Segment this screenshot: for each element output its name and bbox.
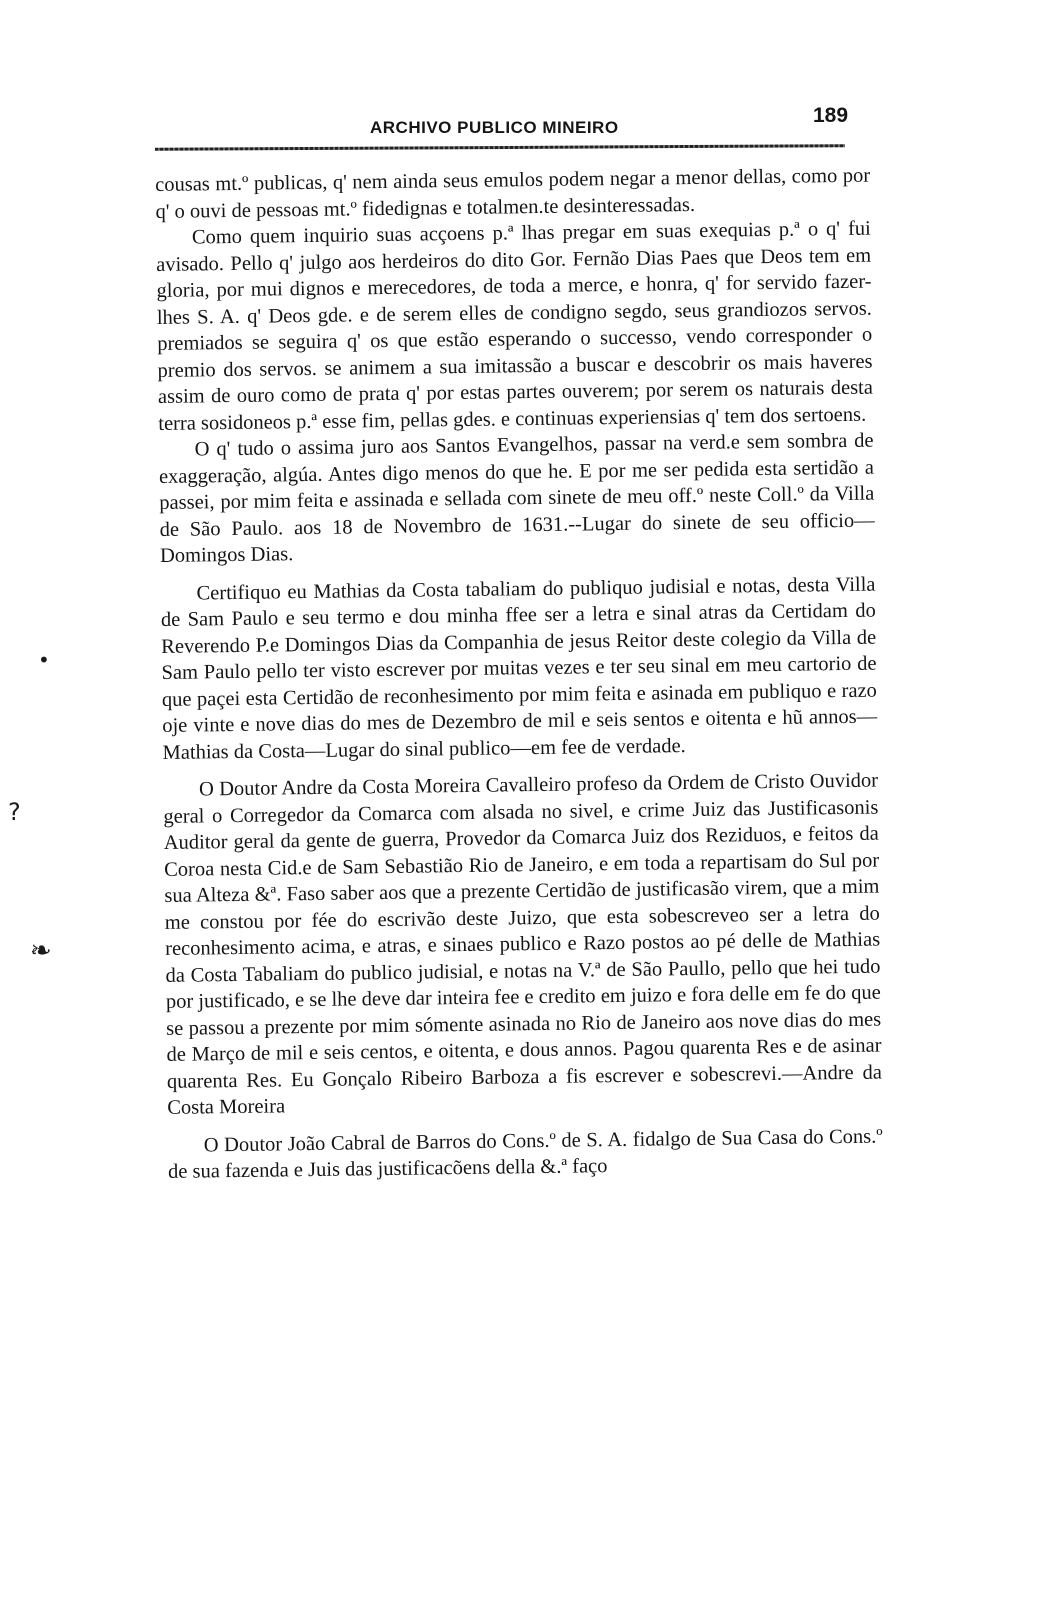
- margin-bullet-icon: •: [38, 648, 50, 672]
- page-header: [155, 100, 855, 150]
- body-text: [155, 163, 883, 1186]
- paragraph-1: cousas mt.º publicas, q' nem ainda seus emulos podem negar a menor dellas, como por q' o ouvi de pessoas mt.º fidedignas e totalmen.te desinteressadas.: [155, 164, 871, 223]
- running-head: ARCHIVO PUBLICO MINEIRO: [370, 118, 619, 137]
- paragraph-6: O Doutor João Cabral de Barros do Cons.º de S. A. fidalgo de Sua Casa do Cons.º de sua fazenda e Juis das justificacõens della &.ª faço: [167, 1125, 883, 1183]
- margin-symbol-icon: ?: [8, 798, 21, 826]
- paragraph-4: Certifiquo eu Mathias da Costa tabaliam do publiquo judisial e notas, desta Villa de Sam Paulo e seu termo e dou minha ffee ser a letra e sinal atras da Certidam do Reverendo P.e Domingos Dias da Companhia de jesus Reitor deste colegio da Villa de Sam Paulo pello ter visto escrever por muitas vezes e ter seu sinal em meu cartorio de que paçei esta Certidão de reconhesimento por mim feita e asinada em publiquo e razo oje vinte e nove dias do mes de Dezembro de mil e seis sentos e oitenta e hũ annos—Mathias da Costa—Lugar do sinal publico—em fee de verdade.: [160, 573, 878, 764]
- margin-ornament-icon: ❧: [30, 936, 52, 966]
- header-rule: [155, 144, 845, 151]
- paragraph-3: O q' tudo o assima juro aos Santos Evangelhos, passar na verd.e sem sombra de exaggeração, algúa. Antes digo menos do que he. E por me ser pedida esta sertidão a passei, por mim feita e assinada e sellada com sinete de meu off.º neste Coll.º da Villa de São Paulo. aos 18 de Novembro de 1631.--Lugar do sinete de seu officio—Domingos Dias.: [158, 429, 875, 567]
- page-number: 189: [813, 104, 849, 127]
- paragraph-5: O Doutor Andre da Costa Moreira Cavalleiro profeso da Ordem de Cristo Ouvidor geral o Corregedor da Comarca com alsada no sivel, e crime Juiz das Justificasonis Auditor geral da gente de guerra, Provedor da Comarca Juiz dos Reziduos, e feitos da Coroa nesta Cid.e de Sam Sebastião Rio de Janeiro, e em toda a repartisam do Sul por sua Alteza &ª. Faso saber aos que a prezente Certidão de justificasão virem, que a mim me constou por fée do escrivão deste Juizo, que esta sobescreveo ser a letra do reconhesimento acima, e atras, e sinaes publico e Razo postos ao pé delle de Mathias da Costa Tabaliam do publico judisial, e notas na V.ª de São Paullo, pello que hei tudo por justificado, e se lhe deve dar inteira fee e credito em juizo e fora delle em fe do que se passou a prezente por mim sómente asinada no Rio de Janeiro aos nove dias do mes de Março de mil e seis centos, e oitenta, e dous annos. Pagou quarenta Res e de asinar quarenta Res. Eu Gonçalo Ribeiro Barboza a fis escrever e sobescrevi.—Andre da Costa Moreira: [163, 769, 882, 1119]
- paragraph-2: Como quem inquirio suas acçoens p.ª lhas pregar em suas exequias p.ª o q' fui avisado. Pello q' julgo aos herdeiros do dito Gor. Fernão Dias Paes que Deos tem em gloria, por mui dignos e merecedores, de toda a merce, e honra, q' for servido fazer-lhes S. A. q' Deos gde. e de serem elles de condigno segdo, seus grandiozos servos. premiados se seguira q' os que estão esperando o successo, vendo corresponder o premio dos servos. se animem a sua imitassão a buscar e descobrir os mais haveres assim de ouro como de prata q' por estas partes ouverem; por serem os naturais desta terra sosidoneos p.ª esse fim, pellas gdes. e continuas experiensias q' tem dos sertoens.: [156, 217, 874, 435]
